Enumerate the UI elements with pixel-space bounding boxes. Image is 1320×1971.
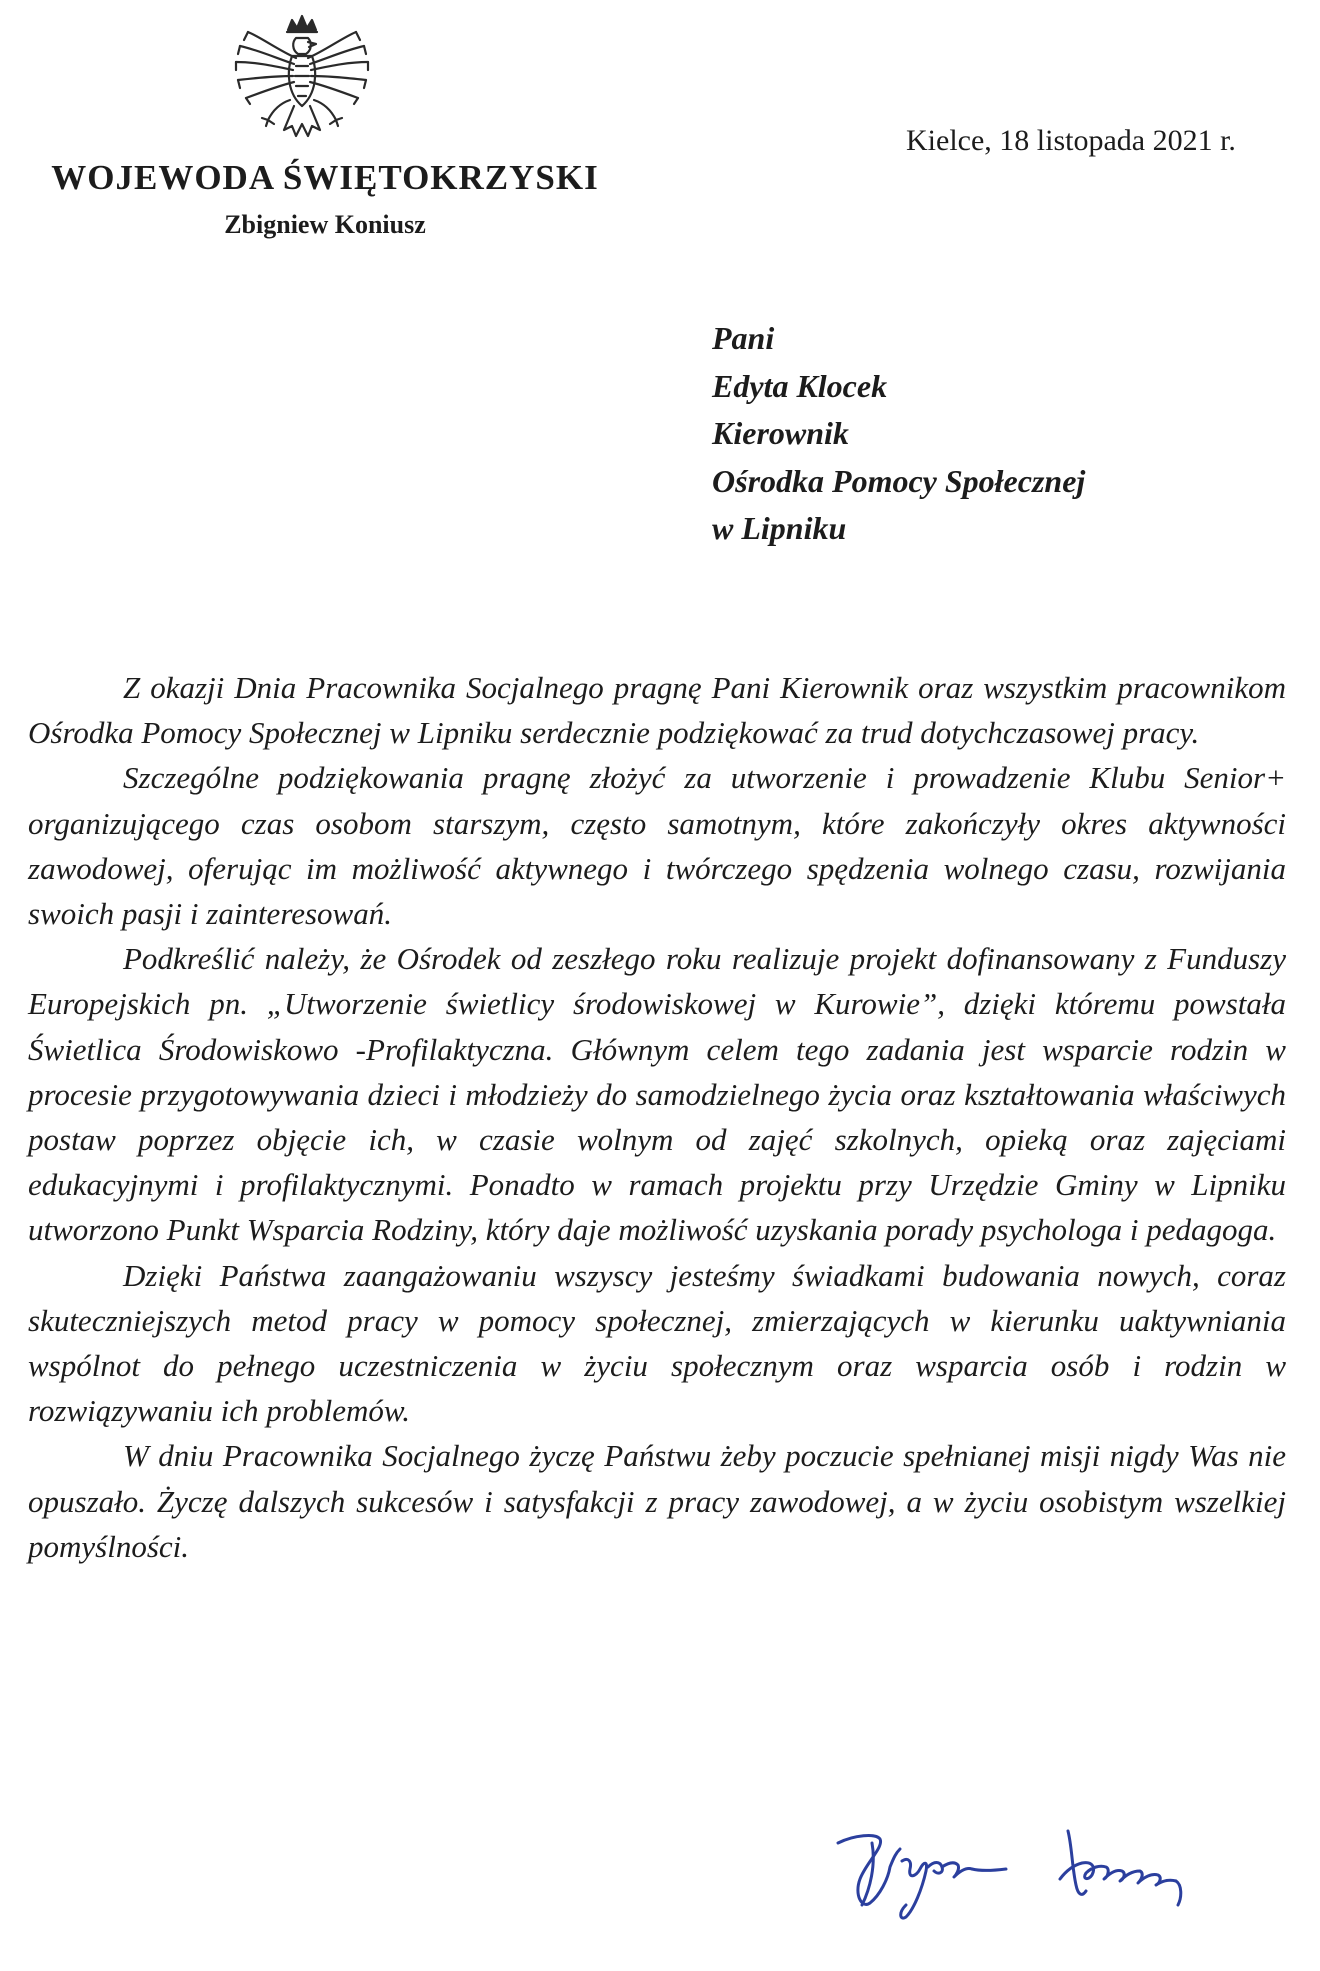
recipient-location: w Lipniku	[712, 510, 847, 546]
recipient-salutation: Pani	[712, 320, 775, 356]
office-holder-name: Zbigniew Koniusz	[224, 210, 426, 239]
letter-body	[28, 665, 1286, 1569]
handwritten-signature-icon	[810, 1805, 1290, 1925]
recipient-position: Kierownik	[712, 415, 849, 451]
body-paragraph: Dzięki Państwa zaangażowaniu wszyscy jesteśmy świadkami budowania nowych, coraz skuteczniejszych metod pracy w pomocy społecznej, zmierzających w kierunku uaktywniania wspólnot do pełnego uczestniczenia w życiu społecznym oraz wsparcia osób i rodzin w rozwiązywaniu ich problemów.	[28, 1257, 1286, 1429]
recipient-organization: Ośrodka Pomocy Społecznej	[712, 462, 1086, 499]
recipient-name: Edyta Klocek	[712, 367, 888, 404]
polish-eagle-emblem-icon	[226, 8, 378, 160]
body-paragraph: W dniu Pracownika Socjalnego życzę Państwu żeby poczucie spełnianej misji nigdy Was nie opuszało. Życzę dalszych sukcesów i satysfakcji z pracy zawodowej, a w życiu osobistym wszelkiej pomyślności.	[28, 1438, 1286, 1564]
body-paragraph: Szczególne podziękowania pragnę złożyć za utworzenie i prowadzenie Klubu Senior+ organizującego czas osobom starszym, często samotnym, które zakończyły okres aktywności zawodowej, oferując im możliwość aktywnego i twórczego spędzenia wolnego czasu, rozwijania swoich pasji i zainteresowań.	[28, 760, 1286, 932]
recipient-block	[712, 315, 1085, 553]
body-paragraph: Podkreślić należy, że Ośrodek od zeszłego roku realizuje projekt dofinansowany z Funduszy Europejskich pn. „Utworzenie świetlicy środowiskowej w Kurowie”, dzięki któremu powstała Świetlica Środowiskowo -Profilaktyczna. Głównym celem tego zadania jest wsparcie rodzin w procesie przygotowywania dzieci i młodzieży do samodzielnego życia oraz kształtowania właściwych postaw poprzez objęcie ich, w czasie wolnym od zajęć szkolnych, opieką oraz zajęciami edukacyjnymi i profilaktycznymi. Ponadto w ramach projektu przy Urzędzie Gminy w Lipniku utworzono Punkt Wsparcia Rodziny, który daje możliwość uzyskania porady psychologa i pedagoga.	[28, 941, 1286, 1248]
body-paragraph: Z okazji Dnia Pracownika Socjalnego pragnę Pani Kierownik oraz wszystkim pracownikom Ośrodka Pomocy Społecznej w Lipniku serdecznie podziękować za trud dotychczasowej pracy.	[28, 670, 1286, 751]
office-title: WOJEWODA ŚWIĘTOKRZYSKI	[51, 158, 599, 197]
date-line: Kielce, 18 listopada 2021 r.	[906, 124, 1236, 157]
